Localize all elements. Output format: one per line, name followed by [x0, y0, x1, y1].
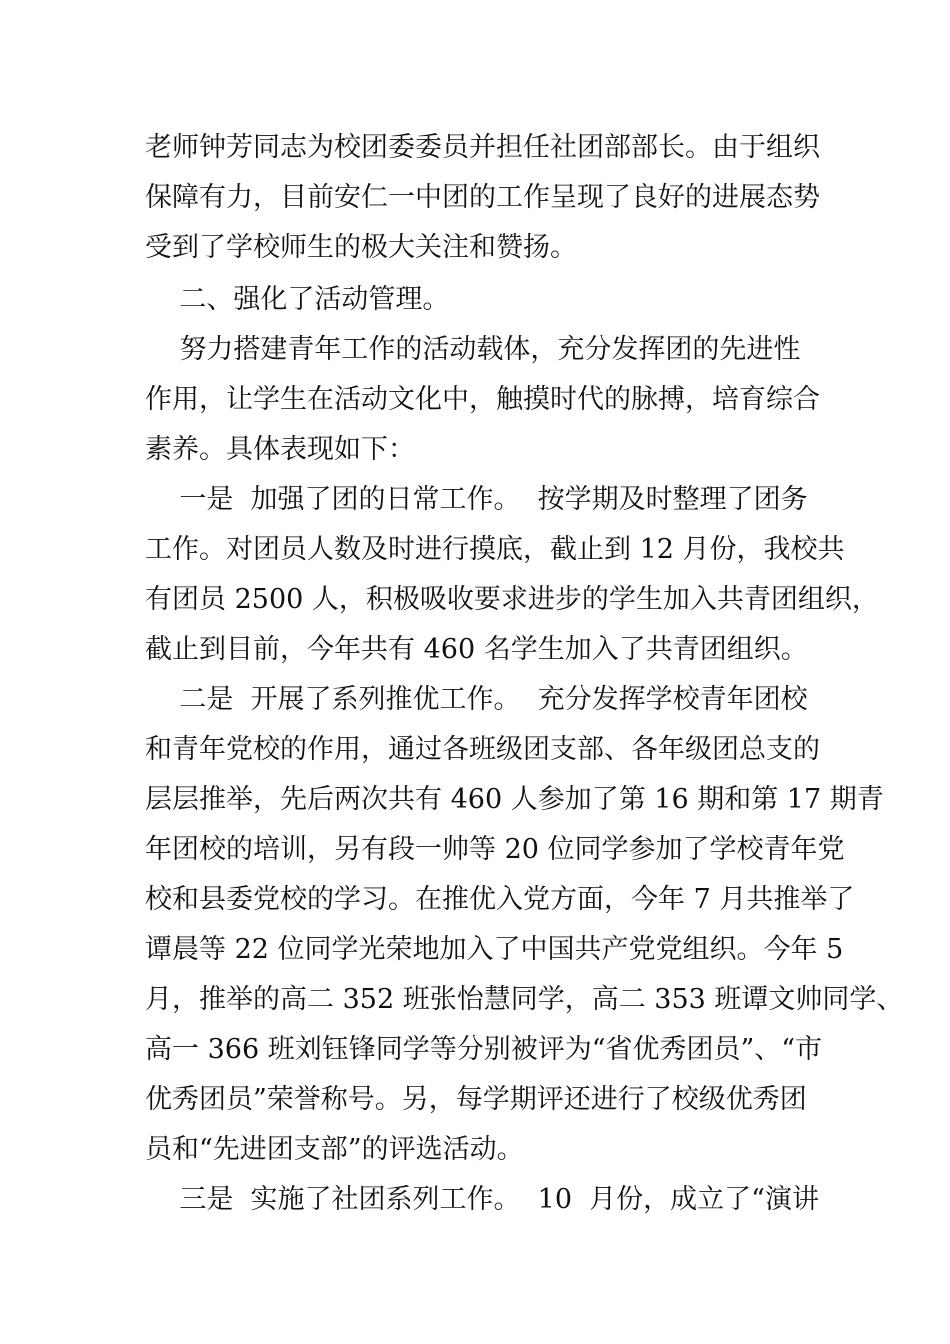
text-line-8: 一是 加强了团的日常工作。 按学期及时整理了团务: [145, 484, 808, 515]
text-line-21: 员和“先进团支部”的评选活动。: [145, 1134, 524, 1165]
text-line-3: 受到了学校师生的极大关注和赞扬。: [145, 232, 577, 263]
text-line-13: 和青年党校的作用，通过各班级团支部、各年级团总支的: [145, 734, 820, 765]
text-line-20: 优秀团员”荣誉称号。另，每学期评还进行了校级优秀团: [145, 1084, 807, 1115]
text-line-12: 二是 开展了系列推优工作。 充分发挥学校青年团校: [145, 684, 808, 715]
text-line-5: 努力搭建青年工作的活动载体，充分发挥团的先进性: [145, 334, 801, 365]
text-line-11: 截止到目前，今年共有 460 名学生加入了共青团组织。: [145, 634, 808, 665]
text-line-19: 高一 366 班刘钰锋同学等分别被评为“省优秀团员”、“市: [145, 1034, 823, 1065]
text-line-6: 作用，让学生在活动文化中，触摸时代的脉搏，培育综合: [145, 384, 820, 415]
text-line-16: 校和县委党校的学习。在推优入党方面，今年 7 月共推举了: [145, 884, 855, 915]
text-line-10: 有团员 2500 人，积极吸收要求进步的学生加入共青团组织，: [145, 584, 879, 615]
text-line-2: 保障有力，目前安仁一中团的工作呈现了良好的进展态势: [145, 182, 820, 213]
text-line-18: 月，推举的高二 352 班张怡慧同学，高二 353 班谭文帅同学、: [145, 984, 904, 1015]
text-line-15: 年团校的培训，另有段一帅等 20 位同学参加了学校青年党: [145, 834, 845, 865]
text-line-17: 谭晨等 22 位同学光荣地加入了中国共产党党组织。今年 5: [145, 934, 844, 965]
text-line-14: 层层推举，先后两次共有 460 人参加了第 16 期和第 17 期青: [145, 784, 884, 815]
section-heading: 二、强化了活动管理。: [145, 284, 450, 315]
text-line-7: 素养。具体表现如下：: [145, 434, 415, 465]
text-line-9: 工作。对团员人数及时进行摸底，截止到 12 月份，我校共: [145, 534, 845, 565]
text-line-1: 老师钟芳同志为校团委委员并担任社团部部长。由于组织: [145, 132, 820, 163]
text-line-22: 三是 实施了社团系列工作。 10 月份，成立了“演讲: [145, 1184, 819, 1215]
